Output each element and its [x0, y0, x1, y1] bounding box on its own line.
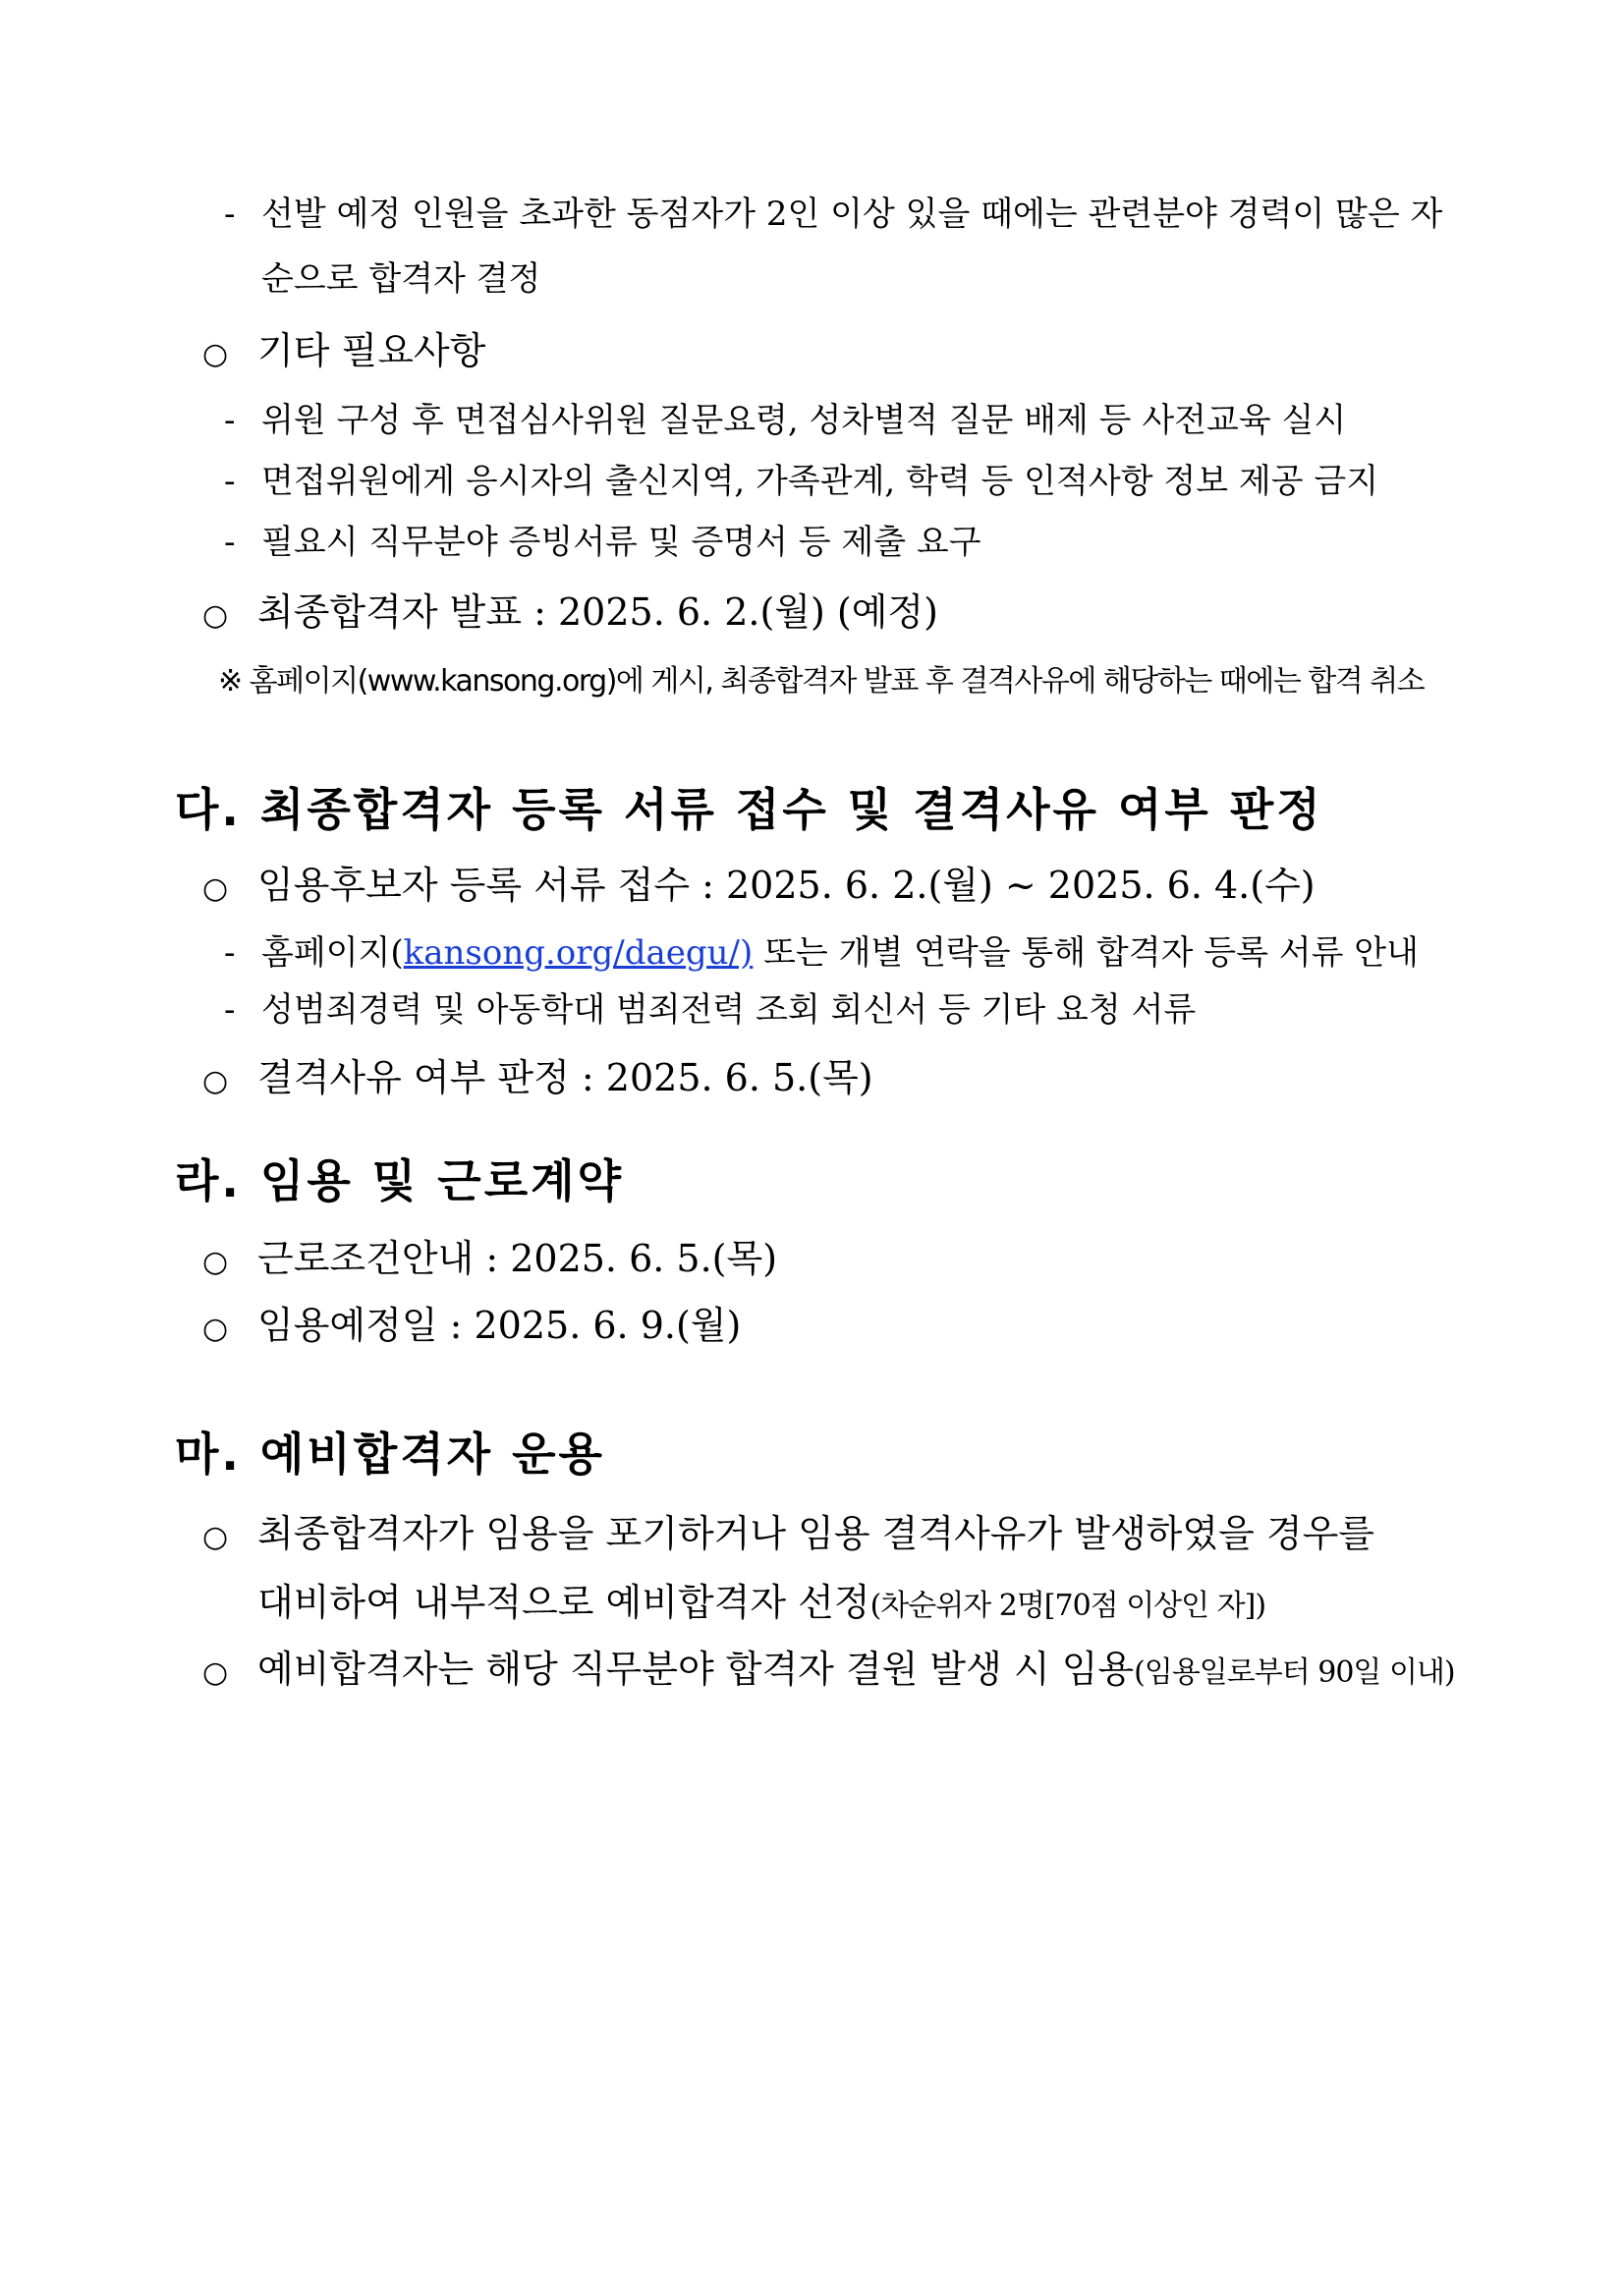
- records-line: [224, 982, 1196, 1031]
- announce-text: 최종합격자 발표 : 2025. 6. 2.(월) (예정): [257, 590, 938, 634]
- tie-rule-line1: [224, 187, 1442, 235]
- tie-rule-line2: 순으로 합격자 결정: [261, 259, 541, 299]
- reserve-item1-paren: (차순위자 2명[70점 이상인 자]): [869, 1589, 1266, 1623]
- other-item-text: 필요시 직무분야 증빙서류 및 증명서 등 제출 요구: [261, 523, 981, 562]
- reserve-item2-line: [202, 1639, 1455, 1693]
- reception-line: [202, 855, 1316, 909]
- announce-note: ※ 홈페이지(www.kansong.org)에 게시, 최종합격자 발표 후 결격사유에 해당하는 때에는 합격 취소: [218, 664, 1425, 699]
- section-heading-ma: 마. 예비합격자 운용: [175, 1428, 605, 1481]
- other-title: [202, 320, 485, 374]
- other-title-text: 기타 필요사항: [257, 329, 486, 372]
- appoint-line: [202, 1295, 741, 1349]
- judgement-line: [202, 1047, 873, 1101]
- announce-line: [202, 582, 938, 636]
- dash-marker: -: [224, 990, 236, 1030]
- circle-bullet: ○: [202, 598, 229, 633]
- homepage-line: [224, 925, 1419, 974]
- dash-marker: -: [224, 933, 236, 973]
- reserve-item1-line1: [202, 1503, 1374, 1557]
- circle-bullet: ○: [202, 871, 229, 906]
- circle-bullet: ○: [202, 1655, 229, 1690]
- reserve-item2-paren: (임용일로부터 90일 이내): [1134, 1655, 1455, 1690]
- circle-bullet: ○: [202, 1520, 229, 1554]
- reception-text: 임용후보자 등록 서류 접수 : 2025. 6. 2.(월) ~ 2025. 6. 4.(수): [257, 864, 1316, 907]
- homepage-suffix: 또는 개별 연락을 통해 합격자 등록 서류 안내: [753, 933, 1419, 973]
- dash-marker: -: [224, 523, 236, 562]
- records-text: 성범죄경력 및 아동학대 범죄전력 조회 회신서 등 기타 요청 서류: [261, 990, 1197, 1030]
- dash-marker: -: [224, 401, 236, 440]
- other-item: [224, 393, 1346, 441]
- other-item: [224, 454, 1378, 502]
- reserve-item1-text1: 최종합격자가 임용을 포기하거나 임용 결격사유가 발생하였을 경우를: [257, 1512, 1375, 1555]
- homepage-link[interactable]: kansong.org/daegu/): [403, 933, 754, 973]
- guide-text: 근로조건안내 : 2025. 6. 5.(목): [257, 1237, 778, 1280]
- circle-bullet: ○: [202, 1064, 229, 1098]
- circle-bullet: ○: [202, 1312, 229, 1346]
- reserve-item2-text: 예비합격자는 해당 직무분야 합격자 결원 발생 시 임용: [257, 1648, 1135, 1691]
- circle-bullet: ○: [202, 337, 229, 371]
- guide-line: [202, 1228, 777, 1282]
- other-item-text: 위원 구성 후 면접심사위원 질문요령, 성차별적 질문 배제 등 사전교육 실시: [261, 401, 1347, 440]
- section-heading-da: 다. 최종합격자 등록 서류 접수 및 결격사유 여부 판정: [175, 783, 1323, 836]
- reserve-item1-text2: 대비하여 내부적으로 예비합격자 선정: [257, 1581, 870, 1624]
- dash-marker: -: [224, 462, 236, 501]
- other-item-text: 면접위원에게 응시자의 출신지역, 가족관계, 학력 등 인적사항 정보 제공 금지: [261, 462, 1379, 501]
- appoint-text: 임용예정일 : 2025. 6. 9.(월): [257, 1304, 742, 1347]
- reserve-item1-line2: [257, 1572, 1265, 1626]
- dash-marker: -: [224, 195, 236, 234]
- circle-bullet: ○: [202, 1245, 229, 1279]
- section-heading-ra: 라. 임용 및 근로계약: [175, 1154, 625, 1207]
- judgement-text: 결격사유 여부 판정 : 2025. 6. 5.(목): [257, 1056, 873, 1099]
- homepage-prefix: 홈페이지(: [261, 933, 404, 973]
- other-item: [224, 515, 981, 563]
- tie-rule-text1: 선발 예정 인원을 초과한 동점자가 2인 이상 있을 때에는 관련분야 경력이 많은 자: [261, 195, 1443, 234]
